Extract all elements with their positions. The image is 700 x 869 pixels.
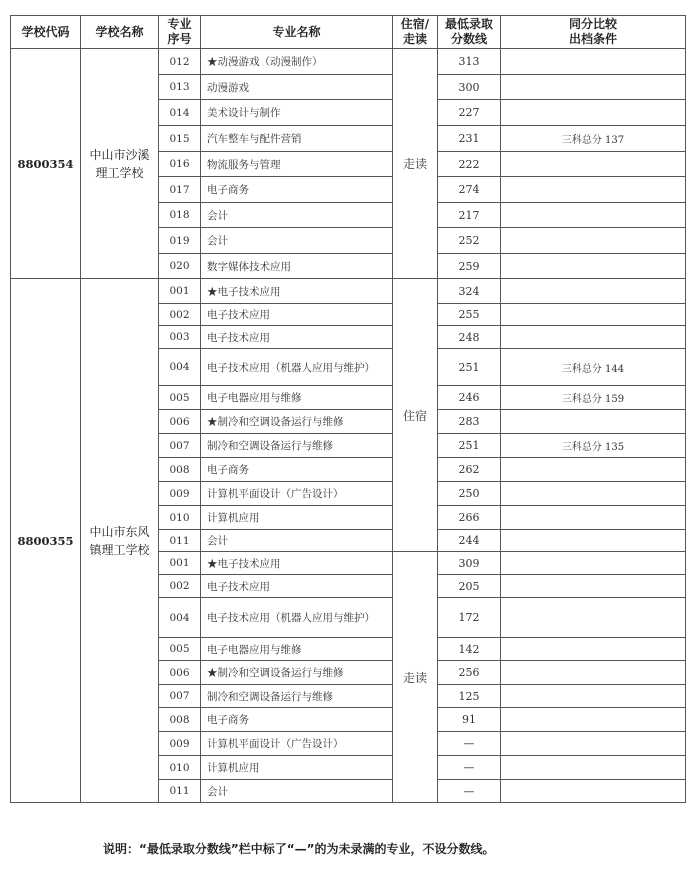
min-score: 248 [438, 326, 501, 349]
major-name: 电子技术应用 [201, 304, 393, 326]
major-number: 004 [159, 349, 201, 386]
major-name: 电子商务 [201, 458, 393, 482]
major-number: 008 [159, 458, 201, 482]
tie-condition [501, 575, 686, 598]
min-score: 262 [438, 458, 501, 482]
major-number: 015 [159, 126, 201, 152]
header-row [11, 16, 686, 49]
major-number: 011 [159, 530, 201, 552]
min-score: 313 [438, 49, 501, 75]
header-major-no-line2: 序号 [167, 32, 192, 46]
major-number: 009 [159, 482, 201, 506]
tie-condition [501, 254, 686, 279]
major-name: 制冷和空调设备运行与维修 [201, 685, 393, 708]
school-name-line1: 中山市沙溪 [89, 147, 150, 162]
school-name [81, 279, 159, 803]
major-name: 电子技术应用 [201, 326, 393, 349]
admission-score-table [10, 15, 686, 803]
major-name: 数字媒体技术应用 [201, 254, 393, 279]
tie-condition [501, 685, 686, 708]
min-score: 217 [438, 203, 501, 228]
min-score: 251 [438, 434, 501, 458]
major-number: 007 [159, 685, 201, 708]
min-score: 255 [438, 304, 501, 326]
major-name: 电子商务 [201, 177, 393, 203]
min-score: 244 [438, 530, 501, 552]
school-name [81, 49, 159, 279]
table-row [11, 279, 686, 304]
major-number: 001 [159, 279, 201, 304]
major-name: 计算机平面设计（广告设计） [201, 482, 393, 506]
major-name: 计算机平面设计（广告设计） [201, 732, 393, 756]
header-min-score [438, 16, 501, 49]
tie-condition: 三科总分 137 [501, 126, 686, 152]
header-mode-line2: 走读 [402, 32, 427, 46]
school-name-line2: 理工学校 [95, 165, 144, 180]
min-score: — [438, 756, 501, 780]
tie-condition [501, 482, 686, 506]
tie-condition [501, 203, 686, 228]
tie-condition [501, 638, 686, 661]
tie-condition [501, 756, 686, 780]
school-code: 8800354 [11, 49, 81, 279]
major-name: 计算机应用 [201, 506, 393, 530]
major-name: 动漫游戏 [201, 75, 393, 100]
major-number: 014 [159, 100, 201, 126]
tie-condition [501, 152, 686, 177]
major-number: 017 [159, 177, 201, 203]
boarding-mode: 住宿 [393, 279, 438, 552]
tie-condition [501, 598, 686, 638]
footnote: 说明：“最低录取分数线”栏中标了“—”的为未录满的专业，不设分数线。 [103, 842, 495, 856]
major-number: 019 [159, 228, 201, 254]
major-name: 汽车整车与配件营销 [201, 126, 393, 152]
major-number: 004 [159, 598, 201, 638]
major-name: ★电子技术应用 [201, 279, 393, 304]
major-name: 电子电器应用与维修 [201, 638, 393, 661]
major-number: 002 [159, 304, 201, 326]
min-score: 227 [438, 100, 501, 126]
min-score: 246 [438, 386, 501, 410]
major-number: 013 [159, 75, 201, 100]
header-mode-line1: 住宿/ [400, 17, 430, 31]
min-score: 256 [438, 661, 501, 685]
major-number: 005 [159, 386, 201, 410]
boarding-mode: 走读 [393, 49, 438, 279]
tie-condition [501, 732, 686, 756]
school-code: 8800355 [11, 279, 81, 803]
min-score: 142 [438, 638, 501, 661]
major-name: 电子商务 [201, 708, 393, 732]
major-number: 007 [159, 434, 201, 458]
tie-condition [501, 326, 686, 349]
min-score: 283 [438, 410, 501, 434]
table-body [11, 49, 686, 803]
school-name-line2: 镇理工学校 [89, 542, 150, 557]
header-tie-condition-line2: 出档条件 [568, 32, 617, 46]
header-school-code: 学校代码 [11, 16, 81, 49]
major-name: ★电子技术应用 [201, 552, 393, 575]
major-number: 005 [159, 638, 201, 661]
header-min-score-line1: 最低录取 [444, 17, 493, 31]
major-name: 电子电器应用与维修 [201, 386, 393, 410]
major-name: 制冷和空调设备运行与维修 [201, 434, 393, 458]
min-score: 91 [438, 708, 501, 732]
tie-condition [501, 410, 686, 434]
major-number: 009 [159, 732, 201, 756]
major-name: 会计 [201, 530, 393, 552]
tie-condition [501, 228, 686, 254]
major-number: 012 [159, 49, 201, 75]
min-score: 205 [438, 575, 501, 598]
major-name: 电子技术应用 [201, 575, 393, 598]
major-number: 001 [159, 552, 201, 575]
major-name: 会计 [201, 780, 393, 803]
min-score: 266 [438, 506, 501, 530]
min-score: 274 [438, 177, 501, 203]
header-major-no-line1: 专业 [167, 17, 192, 31]
major-name: 电子技术应用（机器人应用与维护） [201, 349, 393, 386]
major-number: 010 [159, 756, 201, 780]
tie-condition [501, 780, 686, 803]
major-name: 美术设计与制作 [201, 100, 393, 126]
min-score: 250 [438, 482, 501, 506]
header-school-name: 学校名称 [81, 16, 159, 49]
tie-condition [501, 279, 686, 304]
tie-condition [501, 49, 686, 75]
major-number: 002 [159, 575, 201, 598]
tie-condition [501, 100, 686, 126]
major-number: 010 [159, 506, 201, 530]
min-score: 252 [438, 228, 501, 254]
major-name: 会计 [201, 203, 393, 228]
school-name-line1: 中山市东风 [89, 524, 150, 539]
min-score: — [438, 780, 501, 803]
boarding-mode: 走读 [393, 552, 438, 803]
min-score: 222 [438, 152, 501, 177]
header-tie-condition-line1: 同分比较 [568, 17, 617, 31]
major-name: 会计 [201, 228, 393, 254]
min-score: 309 [438, 552, 501, 575]
tie-condition: 三科总分 144 [501, 349, 686, 386]
min-score: 251 [438, 349, 501, 386]
tie-condition: 三科总分 159 [501, 386, 686, 410]
major-number: 011 [159, 780, 201, 803]
major-number: 006 [159, 410, 201, 434]
table-row [11, 49, 686, 75]
min-score: 300 [438, 75, 501, 100]
header-major-name: 专业名称 [201, 16, 393, 49]
tie-condition [501, 506, 686, 530]
header-tie-condition [501, 16, 686, 49]
tie-condition [501, 530, 686, 552]
header-mode [393, 16, 438, 49]
tie-condition [501, 75, 686, 100]
tie-condition [501, 177, 686, 203]
min-score: 172 [438, 598, 501, 638]
major-number: 016 [159, 152, 201, 177]
tie-condition [501, 304, 686, 326]
min-score: 324 [438, 279, 501, 304]
major-name: 物流服务与管理 [201, 152, 393, 177]
tie-condition [501, 661, 686, 685]
header-major-no [159, 16, 201, 49]
min-score: — [438, 732, 501, 756]
major-name: ★动漫游戏（动漫制作） [201, 49, 393, 75]
min-score: 231 [438, 126, 501, 152]
tie-condition: 三科总分 135 [501, 434, 686, 458]
major-name: ★制冷和空调设备运行与维修 [201, 410, 393, 434]
tie-condition [501, 458, 686, 482]
min-score: 259 [438, 254, 501, 279]
header-min-score-line2: 分数线 [450, 32, 487, 46]
major-number: 006 [159, 661, 201, 685]
major-number: 003 [159, 326, 201, 349]
major-name: ★制冷和空调设备运行与维修 [201, 661, 393, 685]
major-number: 018 [159, 203, 201, 228]
major-name: 电子技术应用（机器人应用与维护） [201, 598, 393, 638]
tie-condition [501, 708, 686, 732]
min-score: 125 [438, 685, 501, 708]
major-name: 计算机应用 [201, 756, 393, 780]
major-number: 008 [159, 708, 201, 732]
major-number: 020 [159, 254, 201, 279]
tie-condition [501, 552, 686, 575]
